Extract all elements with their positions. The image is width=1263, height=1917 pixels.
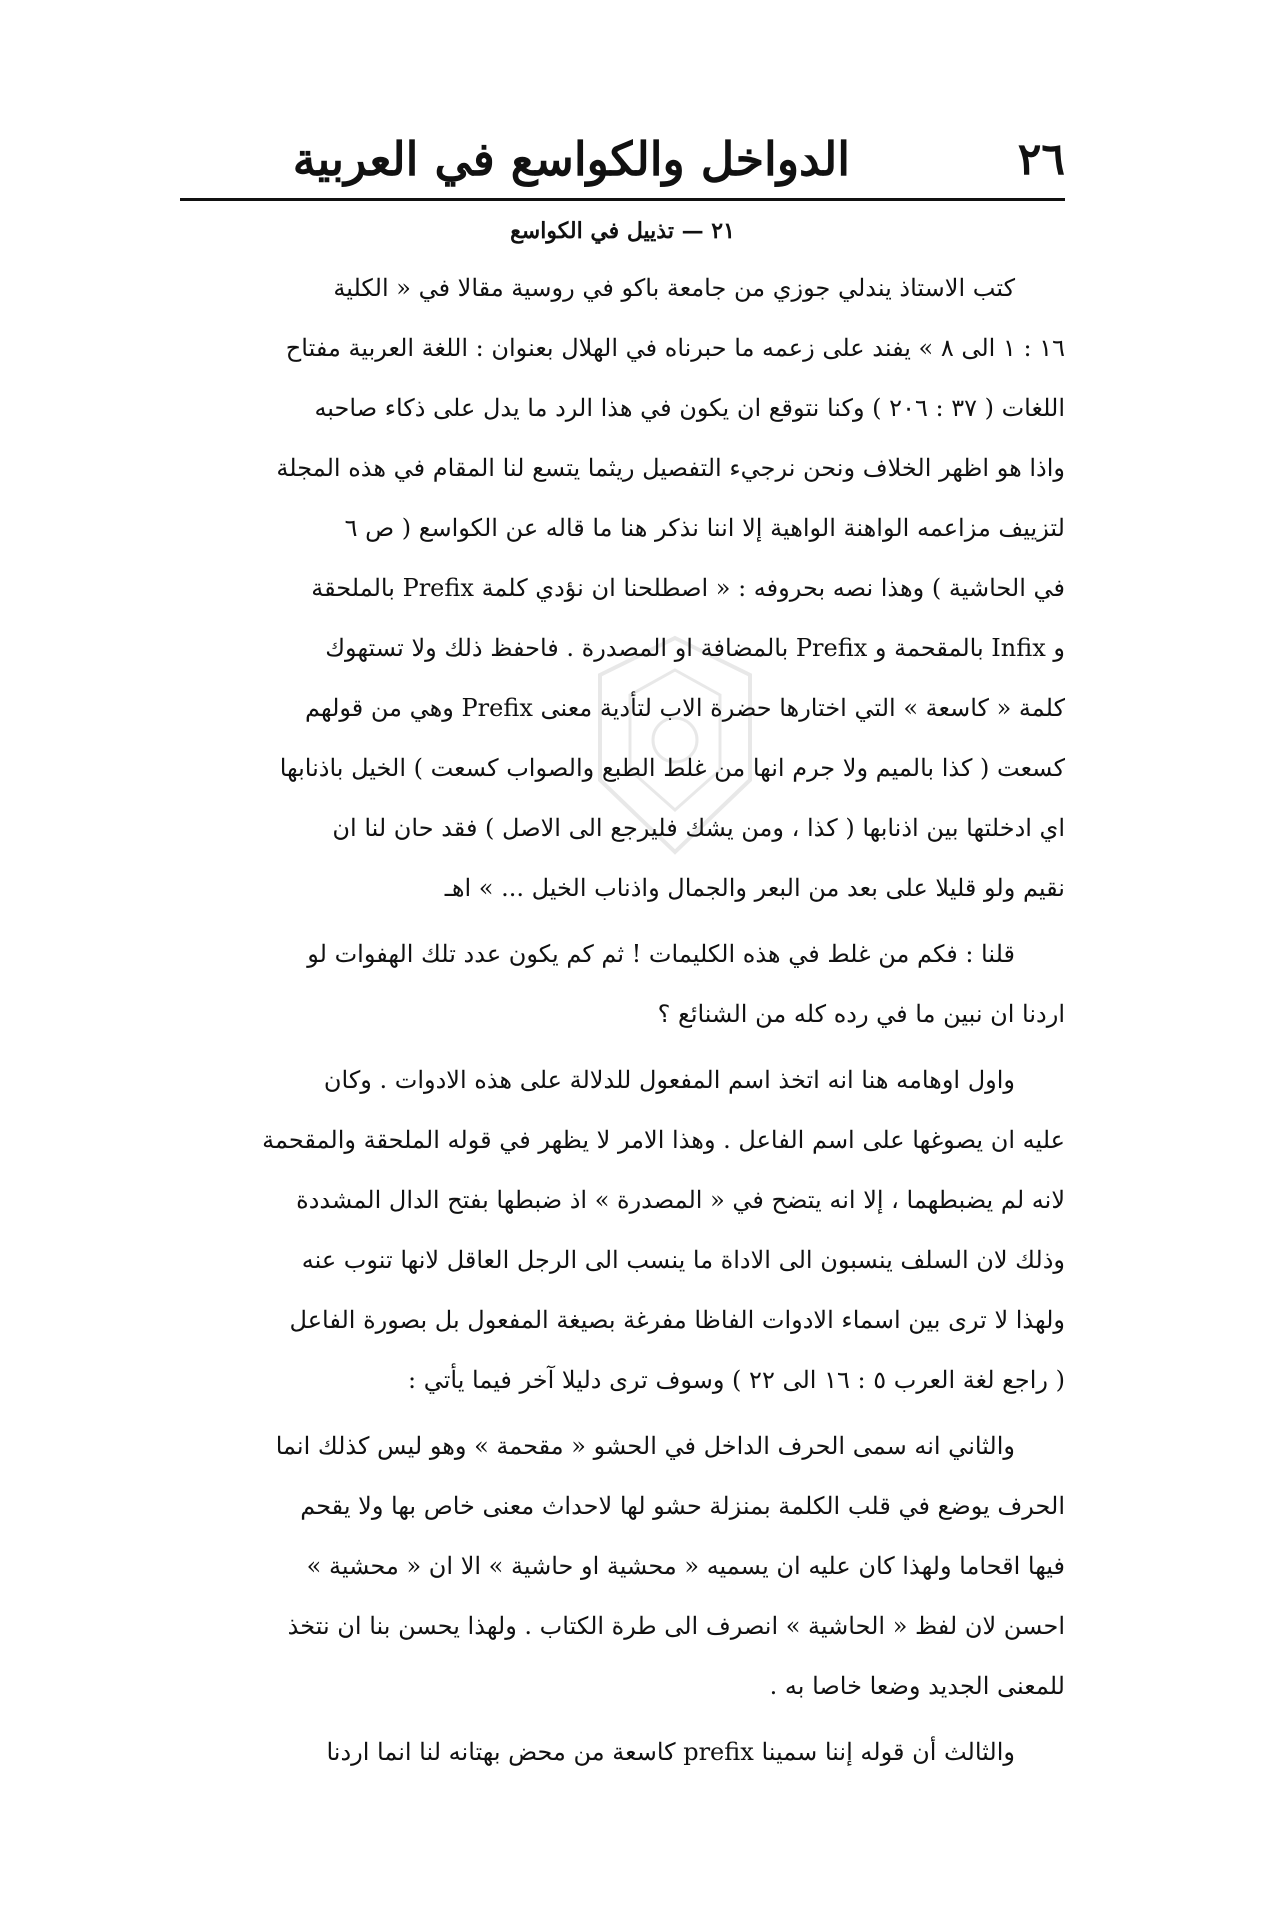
text-line: فيها اقحاما ولهذا كان عليه ان يسميه « محشية او حاشية » الا ان « محشية » [306, 1552, 1065, 1580]
paragraph-2 [180, 924, 1065, 1044]
paragraph-1 [180, 258, 1065, 918]
text-line: اردنا ان نبين ما في رده كله من الشنائع ؟ [657, 1000, 1065, 1028]
paragraph-3 [180, 1050, 1065, 1410]
text-line: واذا هو اظهر الخلاف ونحن نرجيء التفصيل ريثما يتسع لنا المقام في هذه المجلة [276, 454, 1065, 482]
text-line: وذلك لان السلف ينسبون الى الاداة ما ينسب الى الرجل العاقل لانها تنوب عنه [301, 1246, 1065, 1274]
running-title: الدواخل والكواسع في العربية [292, 132, 850, 186]
paragraph-5 [180, 1722, 1065, 1782]
paragraph-4 [180, 1416, 1065, 1716]
section-heading: ٢١ — تذييل في الكواسع [510, 218, 735, 244]
text-line: والثالث أن قوله إننا سمينا prefix كاسعة من محض بهتانه لنا انما اردنا [326, 1738, 1015, 1766]
page-header [180, 128, 1065, 192]
text-line: لتزييف مزاعمه الواهنة الواهية إلا اننا نذكر هنا ما قاله عن الكواسع ( ص ٦ [344, 514, 1065, 542]
text-line: ( راجع لغة العرب ٥ : ١٦ الى ٢٢ ) وسوف ترى دليلا آخر فيما يأتي : [407, 1366, 1065, 1394]
body-text [180, 258, 1065, 1782]
text-line: واول اوهامه هنا انه اتخذ اسم المفعول للدلالة على هذه الادوات . وكان [323, 1066, 1015, 1094]
text-line: والثاني انه سمى الحرف الداخل في الحشو « مقحمة » وهو ليس كذلك انما [275, 1432, 1015, 1460]
text-line: ولهذا لا ترى بين اسماء الادوات الفاظا مفرغة بصيغة المفعول بل بصورة الفاعل [289, 1306, 1065, 1334]
text-line: عليه ان يصوغها على اسم الفاعل . وهذا الامر لا يظهر في قوله الملحقة والمقحمة [262, 1126, 1065, 1154]
text-line: و Infix بالمقحمة و Prefix بالمضافة او المصدرة . فاحفظ ذلك ولا تستهوك [325, 634, 1065, 662]
header-rule [180, 198, 1065, 201]
page-number: ٢٦ [1017, 134, 1065, 185]
text-line: نقيم ولو قليلا على بعد من البعر والجمال واذناب الخيل ... » اهـ [444, 874, 1065, 902]
text-line: كلمة « كاسعة » التي اختارها حضرة الاب لتأدية معنى Prefix وهي من قولهم [305, 694, 1065, 722]
text-line: ١٦ : ١ الى ٨ » يفند على زعمه ما حبرناه في الهلال بعنوان : اللغة العربية مفتاح [285, 334, 1065, 362]
text-line: الحرف يوضع في قلب الكلمة بمنزلة حشو لها لاحداث معنى خاص بها ولا يقحم [300, 1492, 1065, 1520]
text-line: احسن لان لفظ « الحاشية » انصرف الى طرة الكتاب . ولهذا يحسن بنا ان نتخذ [287, 1612, 1065, 1640]
text-line: اي ادخلتها بين اذنابها ( كذا ، ومن يشك فليرجع الى الاصل ) فقد حان لنا ان [332, 814, 1065, 842]
text-line: اللغات ( ٣٧ : ٢٠٦ ) وكنا نتوقع ان يكون في هذا الرد ما يدل على ذكاء صاحبه [314, 394, 1065, 422]
text-line: في الحاشية ) وهذا نصه بحروفه : « اصطلحنا ان نؤدي كلمة Prefix بالملحقة [311, 574, 1065, 602]
text-line: قلنا : فكم من غلط في هذه الكليمات ! ثم كم يكون عدد تلك الهفوات لو [307, 940, 1015, 968]
text-line: للمعنى الجديد وضعا خاصا به . [769, 1672, 1065, 1700]
text-line: كسعت ( كذا بالميم ولا جرم انها من غلط الطبع والصواب كسعت ) الخيل باذنابها [279, 754, 1065, 782]
text-line: لانه لم يضبطهما ، إلا انه يتضح في « المصدرة » اذ ضبطها بفتح الدال المشددة [296, 1186, 1065, 1214]
text-line: كتب الاستاذ يندلي جوزي من جامعة باكو في روسية مقالا في « الكلية [333, 274, 1015, 302]
